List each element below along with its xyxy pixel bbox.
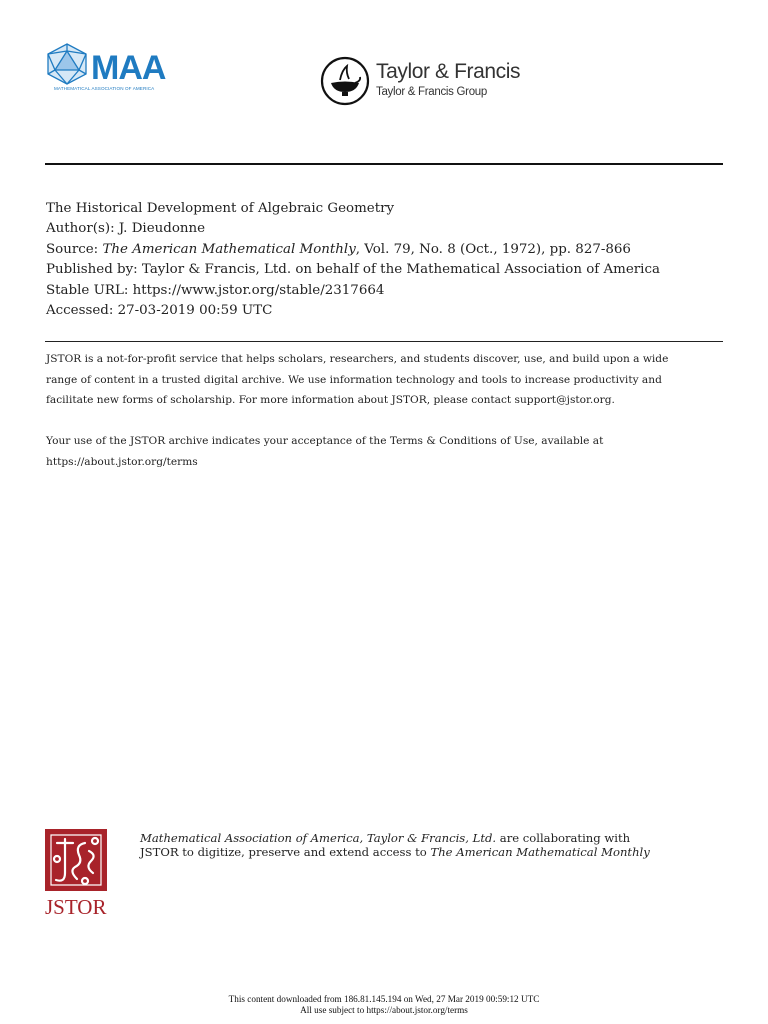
maa-subtitle: MATHEMATICAL ASSOCIATION OF AMERICA [54, 86, 155, 91]
collab-line-2 [140, 846, 740, 860]
terms-line-1: Your use of the JSTOR archive indicates your acceptance of the Terms & Conditions of Use, available at [46, 435, 604, 448]
source-line [46, 240, 726, 260]
citation-block [46, 199, 726, 321]
collaboration-note [140, 832, 740, 859]
icosahedron-icon [44, 42, 90, 86]
jstor-ornament-icon [45, 829, 107, 891]
middle-divider [45, 341, 723, 342]
collab-journal: The American Mathematical Monthly [430, 844, 650, 859]
top-divider [45, 163, 723, 165]
tf-group: Taylor & Francis Group [376, 86, 487, 98]
taylor-francis-logo [320, 56, 540, 108]
notice-line-3: facilitate new forms of scholarship. For more information about JSTOR, please contact support@jstor.org. [46, 394, 615, 407]
tf-name: Taylor & Francis [376, 60, 521, 83]
source-details: , Vol. 79, No. 8 (Oct., 1972), pp. 827-866 [355, 241, 631, 257]
lamp-emblem-icon [320, 56, 370, 106]
accessed-line: Accessed: 27-03-2019 00:59 UTC [46, 302, 273, 318]
footer-line-1: This content downloaded from 186.81.145.194 on Wed, 27 Mar 2019 00:59:12 UTC [228, 994, 540, 1004]
jstor-notice [46, 349, 726, 472]
author-name: J. Dieudonne [118, 221, 206, 237]
jstor-emblem [45, 829, 107, 891]
journal-name: The American Mathematical Monthly [102, 241, 356, 257]
terms-link[interactable]: https://about.jstor.org/terms [46, 455, 198, 468]
notice-line-1: JSTOR is a not-for-profit service that helps scholars, researchers, and students discover, use, and build upon a wide [46, 353, 669, 365]
collab-mid: are collaborating with [496, 831, 631, 845]
notice-line-2: range of content in a trusted digital archive. We use information technology and tools to increase productivity and [46, 373, 662, 386]
jstor-logo [45, 829, 109, 921]
footer-line-2: All use subject to https://about.jstor.org/terms [300, 1005, 468, 1015]
collab-line-1 [140, 832, 740, 846]
maa-logo [44, 42, 166, 98]
collab-publishers: Mathematical Association of America, Taylor & Francis, Ltd. [140, 831, 497, 845]
download-footer [0, 994, 768, 1016]
collab-prefix: JSTOR to digitize, preserve and extend access to [140, 844, 431, 859]
article-title: The Historical Development of Algebraic Geometry [46, 201, 395, 216]
author-line [46, 219, 726, 239]
author-label: Author(s): [46, 221, 119, 237]
jstor-wordmark: JSTOR [45, 895, 107, 919]
stable-url-link[interactable]: Stable URL: https://www.jstor.org/stable/2317664 [46, 282, 385, 298]
published-by-line: Published by: Taylor & Francis, Ltd. on behalf of the Mathematical Association of America [46, 262, 660, 278]
maa-letters: MAA [91, 49, 166, 87]
source-label: Source: [46, 241, 103, 257]
